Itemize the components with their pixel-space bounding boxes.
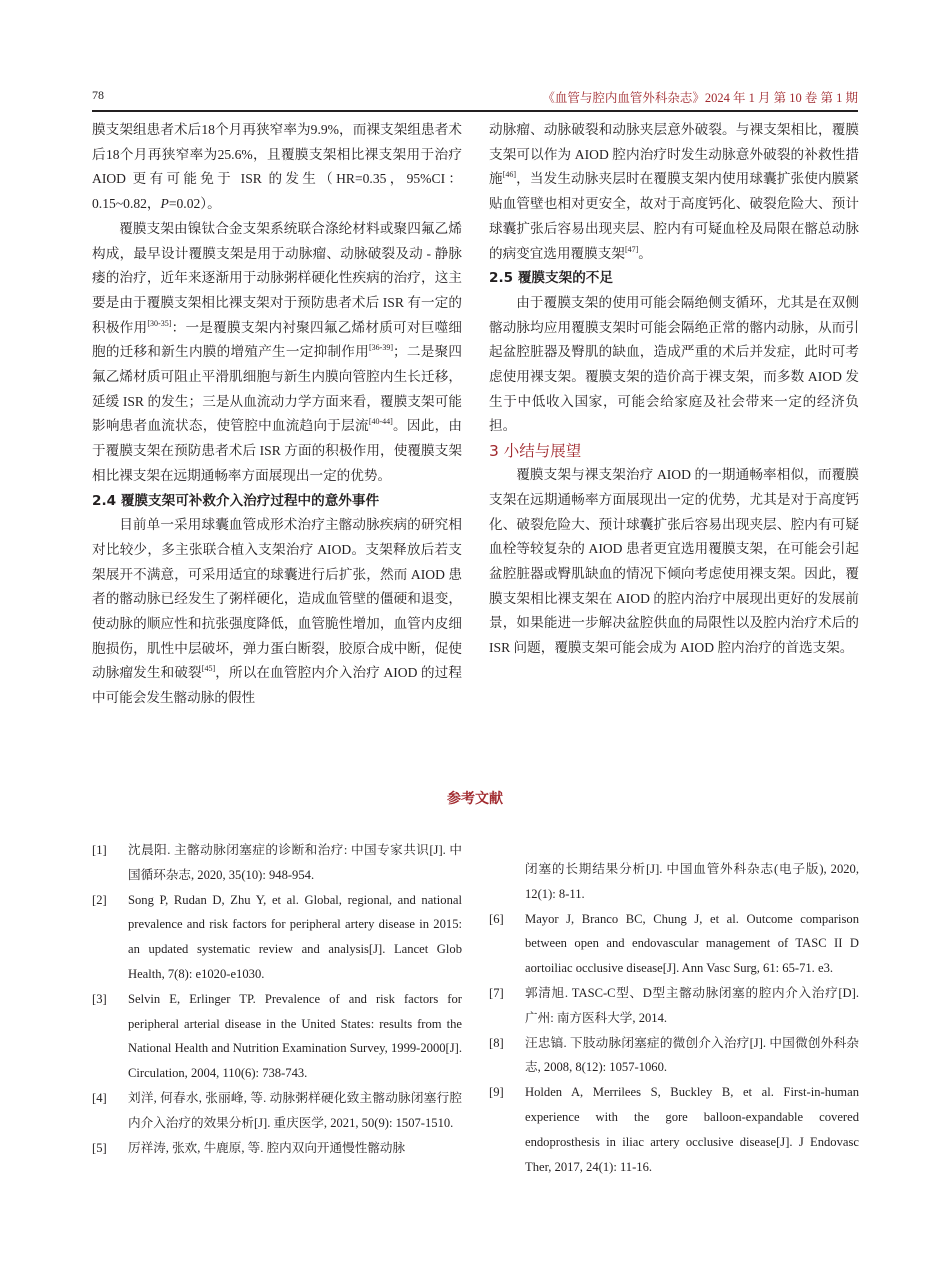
reference-number: [4]: [92, 1090, 107, 1105]
right-column: [489, 118, 859, 661]
text-run: 覆膜支架由镍钛合金支架系统联合涤纶材料或聚四氟乙烯构成，最早设计覆膜支架是用于动脉瘤、动脉破裂及动 - 静脉瘘的治疗，近年来逐渐用于动脉粥样硬化性疾病的治疗，这主要是由于覆膜支架相比裸支架对于预防患者术后 ISR 有一定的积极作用: [92, 220, 462, 335]
reference-continuation: [489, 857, 859, 907]
paragraph: [489, 463, 859, 661]
text-run: =0.02）。: [168, 196, 221, 212]
reference-number: [3]: [92, 991, 107, 1006]
paragraph: [92, 513, 462, 711]
reference-number: [7]: [489, 985, 504, 1000]
text-run: ：一是覆膜支架内衬聚四氟乙烯材质可对巨噬细胞的迁移和新生内膜的增殖产生一定抑制作用: [92, 319, 463, 360]
left-column: [92, 118, 462, 711]
text-run: 膜支架组患者术后18个月再狭窄率为9.9%，而裸支架组患者术后18个月再狭窄率为25.6%，且覆膜支架相比裸支架用于治疗 AIOD 更有可能免于 ISR 的发生（HR=0.35，95%CI：0.15~0.82，: [92, 122, 462, 212]
paragraph: [92, 118, 462, 217]
paragraph: [92, 217, 462, 489]
text-run: 动脉瘤、动脉破裂和动脉夹层意外破裂。与裸支架相比，覆膜支架可以作为 AIOD 腔内治疗时发生动脉意外破裂的补救性措施: [489, 122, 859, 187]
reference-item: [489, 1031, 859, 1081]
references-right: [489, 857, 859, 1179]
citation: [46]: [502, 170, 517, 180]
references-title: 参考文献: [447, 791, 503, 807]
reference-item: [92, 1136, 462, 1161]
reference-number: [6]: [489, 911, 504, 926]
subsection-heading: 2.5 覆膜支架的不足: [489, 270, 613, 287]
reference-text: 闭塞的长期结果分析[J]. 中国血管外科杂志(电子版), 2020, 12(1): 8-11.: [525, 862, 859, 901]
reference-item: [92, 1086, 462, 1136]
citation: [47]: [624, 244, 639, 254]
text-run: ；二是聚四氟乙烯材质可阻止平滑肌细胞与新生内膜向管腔内生长迁移，延缓 ISR 的发生；三是从血流动力学方面来看，覆膜支架可能影响患者血流状态，使管腔中血流趋向于层流: [92, 344, 463, 434]
citation: [45]: [201, 664, 216, 674]
reference-text: 厉祥涛, 张欢, 牛鹿原, 等. 腔内双向开通慢性髂动脉: [128, 1140, 406, 1155]
reference-item: [489, 1080, 859, 1179]
reference-text: Mayor J, Branco BC, Chung J, et al. Outcome comparison between open and endovascular management of TASC II D aortoiliac occlusive disease[J]. Ann Vasc Surg, 61: 65-71. e3.: [525, 911, 859, 976]
reference-item: [92, 838, 462, 888]
reference-item: [489, 981, 859, 1031]
paragraph: [489, 291, 859, 439]
reference-text: Selvin E, Erlinger TP. Prevalence of and risk factors for peripheral arterial disease in the United States: results from the National Health and Nutrition Examination Survey, 1999-2000[J]. Circulation, 2004, 110(6): 738-743.: [128, 991, 462, 1081]
text-run: ，当发生动脉夹层时在覆膜支架内使用球囊扩张使内膜紧贴血管壁也相对更安全，故对于高度钙化、破裂危险大、预计球囊扩张后容易出现夹层、腔内有可疑血栓及局限在髂总动脉的病变宜选用覆膜支架: [489, 171, 859, 261]
journal-running-header: 《血管与腔内血管外科杂志》2024 年 1 月 第 10 卷 第 1 期: [542, 91, 858, 105]
citation: [40-44]: [368, 417, 393, 427]
reference-number: [9]: [489, 1085, 504, 1100]
reference-text: 郭清旭. TASC-C型、D型主髂动脉闭塞的腔内介入治疗[D]. 广州: 南方医科大学, 2014.: [525, 985, 859, 1025]
citation: [30-35]: [147, 318, 172, 328]
reference-item: [92, 987, 462, 1086]
reference-text: Holden A, Merrilees S, Buckley B, et al. First-in-human experience with the gore balloon-expandable covered endoprosthesis in iliac artery occlusive disease[J]. J Endovasc Ther, 2017, 24(1): 11-16.: [525, 1085, 859, 1174]
text-run: 。因此，由于覆膜支架在预防患者术后 ISR 方面的积极作用，使覆膜支架相比裸支架在远期通畅率方面展现出一定的优势。: [92, 418, 463, 483]
subsection-heading: 2.4 覆膜支架可补救介入治疗过程中的意外事件: [92, 492, 380, 509]
header-rule: [92, 110, 858, 112]
page-number: 78: [92, 88, 104, 102]
text-run: 。: [638, 245, 652, 261]
reference-number: [5]: [92, 1140, 107, 1155]
references-left: [92, 838, 462, 1160]
paragraph: [489, 118, 859, 266]
reference-item: [92, 888, 462, 987]
reference-text: 沈晨阳. 主髂动脉闭塞症的诊断和治疗: 中国专家共识[J]. 中国循环杂志, 2020, 35(10): 948-954.: [128, 843, 462, 882]
reference-text: 汪忠镐. 下肢动脉闭塞症的微创介入治疗[J]. 中国微创外科杂志, 2008, 8(12): 1057-1060.: [525, 1035, 859, 1075]
reference-number: [2]: [92, 892, 107, 907]
reference-number: [8]: [489, 1035, 504, 1050]
citation: [36-39]: [369, 343, 394, 353]
italic-text: P: [160, 196, 169, 212]
text-run: 覆膜支架与裸支架治疗 AIOD 的一期通畅率相似，而覆膜支架在远期通畅率方面展现出一定的优势，尤其是对于高度钙化、破裂危险大、预计球囊扩张后容易出现夹层、腔内有可疑血栓等较复杂的 AIOD 患者更宜选用覆膜支架，在可能会引起盆腔脏器或臀肌缺血的情况下倾向考虑使用裸支架。因此，覆膜支架相比裸支架在 AIOD 的腔内治疗中展现出更好的发展前景，如果能进一步解决盆腔供血的局限性以及腔内治疗术后的 ISR 问题，覆膜支架可能会成为 AIOD 腔内治疗的首选支架。: [489, 467, 859, 656]
text-run: 由于覆膜支架的使用可能会隔绝侧支循环，尤其是在双侧髂动脉均应用覆膜支架时可能会隔绝正常的髂内动脉，从而引起盆腔脏器及臀肌的缺血，造成严重的术后并发症，此时可考虑使用裸支架。覆膜支架的造价高于裸支架，而多数 AIOD 发生于中低收入国家，可能会给家庭及社会带来一定的经济负担。: [489, 294, 859, 434]
section-heading: 3 小结与展望: [489, 442, 582, 461]
reference-number: [1]: [92, 843, 107, 857]
text-run: ，所以在血管腔内介入治疗 AIOD 的过程中可能会发生髂动脉的假性: [92, 665, 463, 706]
text-run: 目前单一采用球囊血管成形术治疗主髂动脉疾病的研究相对比较少，多主张联合植入支架治疗 AIOD。支架释放后若支架展开不满意，可采用适宜的球囊进行后扩张，然而 AIOD 患者的髂动脉已经发生了粥样硬化，造成血管壁的僵硬和退变，使动脉的顺应性和抗张强度降低，血管脆性增加，血管内皮细胞损伤，肌性中层破坏，弹力蛋白断裂，胶原合成中断，促使动脉瘤发生和破裂: [92, 517, 462, 681]
reference-text: 刘洋, 何春水, 张丽峰, 等. 动脉粥样硬化致主髂动脉闭塞行腔内介入治疗的效果分析[J]. 重庆医学, 2021, 50(9): 1507-1510.: [128, 1090, 462, 1130]
reference-text: Song P, Rudan D, Zhu Y, et al. Global, regional, and national prevalence and risk factors for peripheral artery disease in 2015: an updated systematic review and analysis[J]. Lancet Glob Health, 7(8): e1020-e1030.: [128, 892, 462, 981]
reference-item: [489, 907, 859, 981]
